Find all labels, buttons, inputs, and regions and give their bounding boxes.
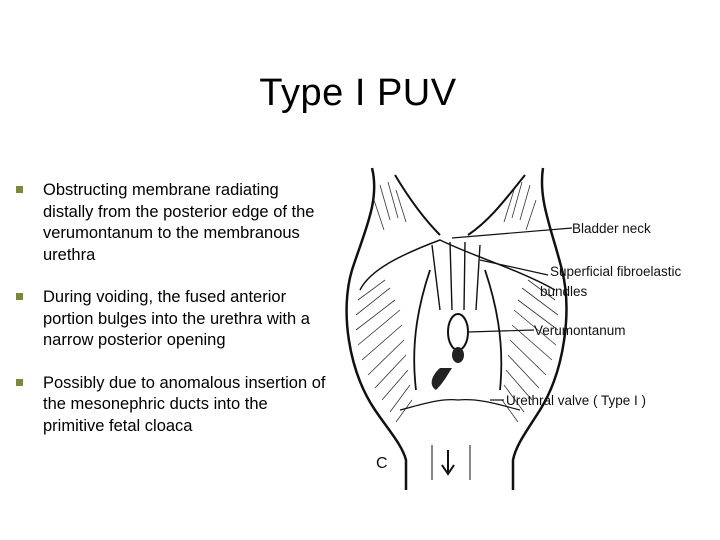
label-bundles: bundles [540,284,588,299]
bullet-item [14,180,333,266]
bullet-text: During voiding, the fused anterior portion bulges into the urethra with a narrow posterior opening [43,288,310,349]
label-panel-c: C [376,455,388,472]
anatomy-diagram [340,160,720,490]
bullet-text: Possibly due to anomalous insertion of the mesonephric ducts into the primitive fetal cloaca [43,373,326,435]
square-bullet-icon [16,293,23,300]
label-verumontanum: Verumontanum [534,323,626,338]
bullet-text: Obstructing membrane radiating distally from the posterior edge of the verumontanum to the membranous urethra [43,181,315,264]
bullet-item [14,287,333,352]
square-bullet-icon [16,186,23,193]
slide-title-text: Type I PUV [259,72,457,114]
square-bullet-icon [16,379,23,386]
bullet-list [14,180,334,458]
slide-title [0,72,720,115]
label-urethral-valve: Urethral valve ( Type I ) [506,393,647,408]
label-bladder-neck: Bladder neck [572,221,651,236]
urethra-illustration [340,160,720,490]
bullet-item [14,373,333,438]
label-superficial-fibroelastic: Superficial fibroelastic [550,264,682,279]
